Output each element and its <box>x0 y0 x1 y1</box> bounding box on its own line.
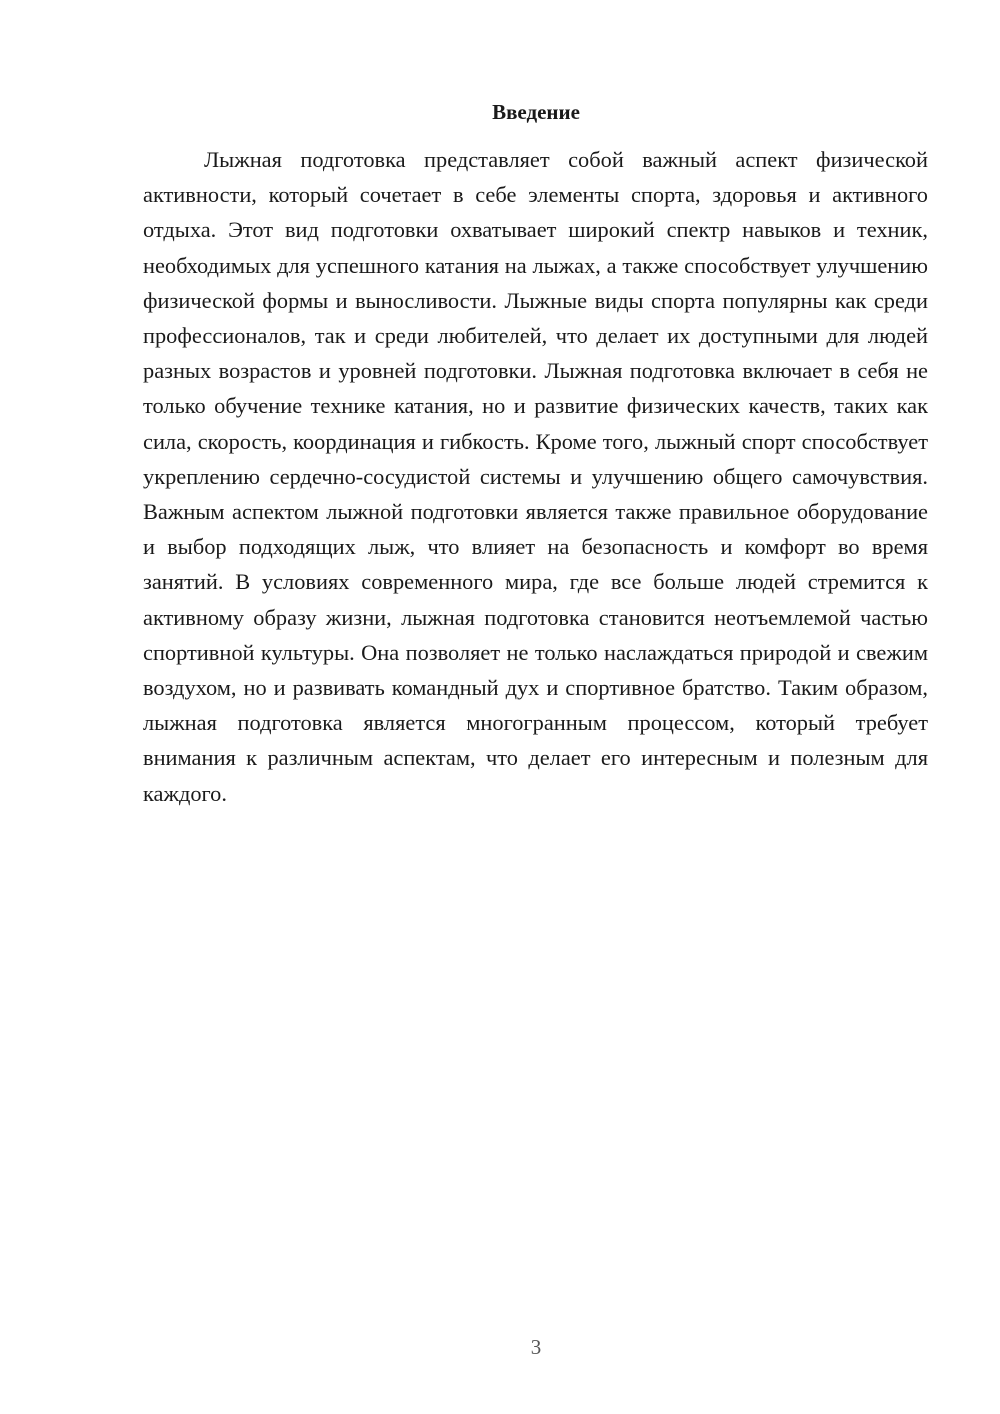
page-number: 3 <box>530 1335 542 1359</box>
section-heading: Введение <box>492 100 580 124</box>
body-paragraph: Лыжная подготовка представляет собой важный аспект физической активности, который сочетает в себе элементы спорта, здоровья и активного отдыха. Этот вид подготовки охватывает широкий спектр навыков и техник, необходимых для успешного катания на лыжах, а также способствует улучшению физической формы и выносливости. Лыжные виды спорта популярны как среди профессионалов, так и среди любителей, что делает их доступными для людей разных возрастов и уровней подготовки. Лыжная подготовка включает в себя не только обучение технике катания, но и развитие физических качеств, таких как сила, скорость, координация и гибкость. Кроме того, лыжный спорт способствует укреплению сердечно-сосудистой системы и улучшению общего самочувствия. Важным аспектом лыжной подготовки является также правильное оборудование и выбор подходящих лыж, что влияет на безопасность и комфорт во время занятий. В условиях современного мира, где все больше людей стремится к активному образу жизни, лыжная подготовка становится неотъемлемой частью спортивной культуры. Она позволяет не только наслаждаться природой и свежим воздухом, но и развивать командный дух и спортивное братство. Таким образом, лыжная подготовка является многогранным процессом, который требует внимания к различным аспектам, что делает его интересным и полезным для каждого. <box>143 147 928 806</box>
